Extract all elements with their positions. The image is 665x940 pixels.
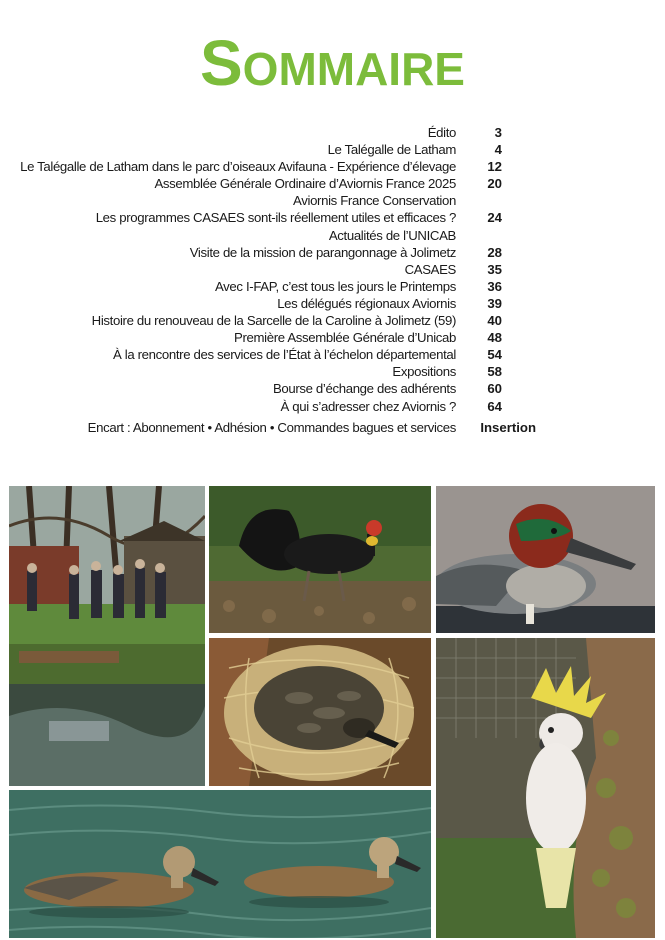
- toc-entry-page: 28: [487, 244, 502, 260]
- toc-entry-title: Première Assemblée Générale d’Unicab: [234, 330, 456, 346]
- toc-entry: [0, 158, 665, 175]
- toc-entry: [0, 261, 665, 278]
- toc-entry: [0, 141, 665, 158]
- toc-entry: [0, 346, 665, 363]
- toc-entry: [0, 124, 665, 141]
- toc-entry-page: 60: [487, 381, 502, 397]
- toc-entry-page: 12: [487, 159, 502, 175]
- page-title: [0, 26, 665, 100]
- toc-entry-page: 54: [487, 347, 502, 363]
- toc-entry: [0, 329, 665, 346]
- toc-entry-title: Édito: [427, 125, 456, 140]
- toc-entry-title: Le Talégalle de Latham dans le parc d’oiseaux Avifauna - Expérience d’élevage: [20, 159, 456, 175]
- toc-entry-title: Bourse d’échange des adhérents: [272, 381, 456, 397]
- toc-entry-page: [456, 192, 502, 209]
- toc-entry-page: 35: [487, 261, 502, 277]
- brush-turkey-photo: [209, 486, 431, 633]
- page-title-initial: S: [199, 27, 243, 99]
- toc-entry-page: 4: [494, 142, 502, 158]
- toc-entry-title: Aviornis France Conservation: [293, 193, 456, 209]
- toc-entry-title: CASAES: [404, 261, 456, 277]
- toc-entry: [0, 363, 665, 380]
- toc-entry: [0, 192, 665, 209]
- toc-entry-page: 3: [494, 125, 502, 140]
- duck-on-nest-photo: [209, 638, 431, 786]
- green-winged-teal-photo: [436, 486, 655, 633]
- toc-entry-page: 40: [487, 313, 502, 329]
- toc-entry-page: 36: [487, 278, 502, 294]
- page-title-rest: OMMAIRE: [242, 43, 465, 95]
- table-of-contents: [0, 124, 665, 436]
- toc-entry: [0, 312, 665, 329]
- toc-entry-page: 39: [487, 295, 502, 311]
- toc-entry-title: À qui s’adresser chez Aviornis ?: [280, 398, 456, 414]
- toc-entry-page: 24: [487, 210, 502, 226]
- cockatoo-photo: [436, 638, 655, 938]
- toc-entry: [0, 398, 665, 415]
- toc-insert-page: Insertion: [480, 419, 536, 435]
- toc-entry-title: Assemblée Générale Ordinaire d’Aviornis France 2025: [154, 176, 456, 192]
- toc-entry: [0, 278, 665, 295]
- toc-entry: [0, 175, 665, 192]
- toc-entry-title: Les programmes CASAES sont-ils réellement utiles et efficaces ?: [95, 210, 456, 226]
- toc-entry-page: 58: [487, 364, 502, 380]
- toc-entry: [0, 227, 665, 244]
- toc-entry-title: À la rencontre des services de l’État à l’échelon départemental: [112, 347, 456, 363]
- toc-entry-page: 48: [487, 330, 502, 346]
- toc-insert-title: Encart : Abonnement • Adhésion • Commandes bagues et services: [87, 419, 456, 435]
- toc-entry: [0, 295, 665, 312]
- toc-entry-title: Expositions: [392, 364, 456, 380]
- toc-entry-title: Avec I-FAP, c’est tous les jours le Printemps: [214, 278, 456, 294]
- toc-entry: [0, 380, 665, 397]
- visitors-by-pond-photo: [9, 486, 205, 786]
- toc-entry-page: 64: [487, 398, 502, 414]
- toc-entry-page: [456, 227, 502, 244]
- toc-entry-title: Histoire du renouveau de la Sarcelle de la Caroline à Jolimetz (59): [91, 313, 456, 329]
- toc-entry-title: Les délégués régionaux Aviornis: [277, 295, 456, 311]
- toc-entry: [0, 209, 665, 226]
- toc-entry-title: Visite de la mission de parangonnage à Jolimetz: [189, 244, 456, 260]
- toc-entry-title: Actualités de l’UNICAB: [328, 227, 456, 243]
- toc-entry: [0, 244, 665, 261]
- toc-entry-page: 20: [487, 176, 502, 192]
- toc-insert-entry: [0, 419, 665, 436]
- toc-entry-title: Le Talégalle de Latham: [327, 142, 456, 158]
- two-ducks-swimming-photo: [9, 790, 431, 938]
